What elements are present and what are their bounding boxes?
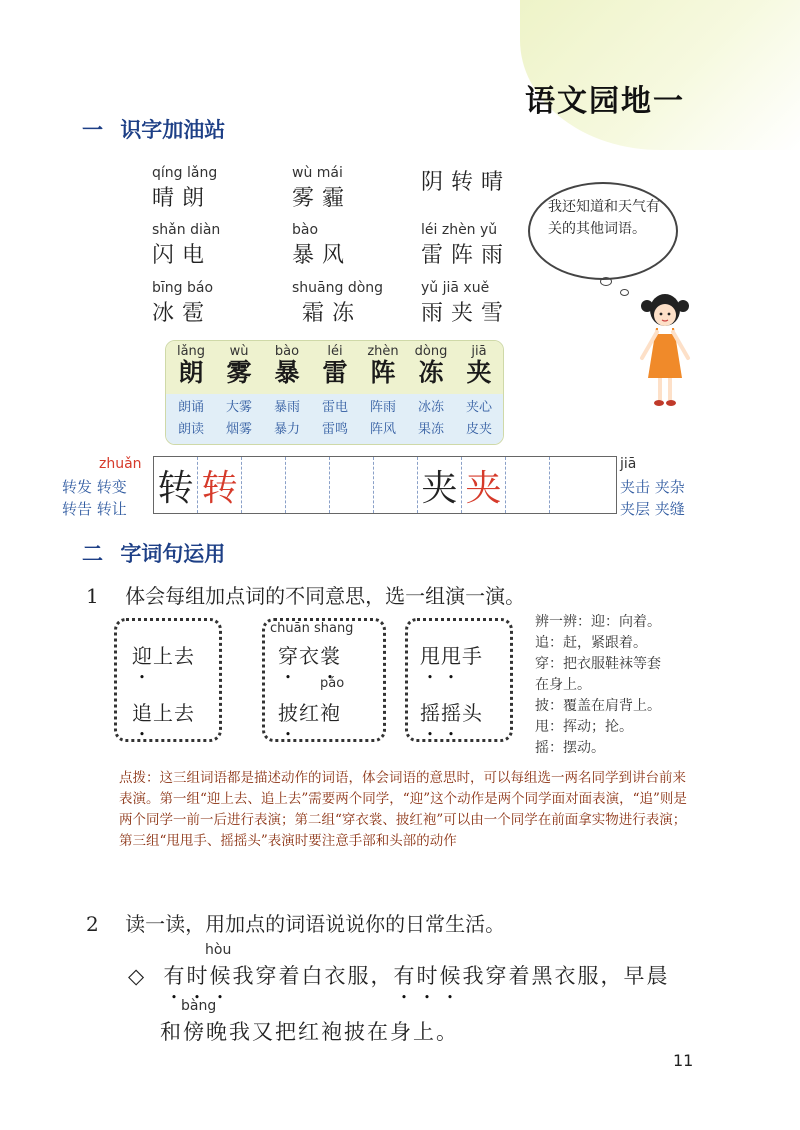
grid-cell: 转	[198, 457, 242, 513]
hint-list: 辨一辨：迎：向着。 追：赶，紧跟着。 穿：把衣服鞋袜等套 在身上。 披：覆盖在肩背上。 甩：挥动；抡。 摇：摆动。	[535, 614, 661, 756]
page-title: 语文园地一	[525, 84, 685, 119]
grid-cell	[242, 457, 286, 513]
box-examples: 雷电 雷鸣	[321, 400, 348, 437]
box-char: lǎng 朗	[176, 344, 206, 387]
writing-left-pinyin: zhuǎn	[99, 456, 142, 472]
teacher-note: 点拨：这三组词语都是描述动作的词语，体会词语的意思时，可以每组选一两名同学到讲台前来表演。第一组“迎上去、追上去”需要两个同学，“迎”这个动作是两个同学面对面表演，“追”则是两个同学一前一后进行表演；第二组“穿衣裳、披红袍”可以由一个同学在前面拿实物进行表演；第三组“甩甩手、摇摇头”表演时要注意手部和头部的动作	[119, 770, 687, 849]
group2-word1: 穿衣裳	[278, 644, 341, 668]
thought-text: 我还知道和天气有关的其他词语。	[548, 199, 660, 237]
box-char: dòng 冻	[414, 344, 448, 387]
section1-title: 识字加油站	[120, 118, 226, 142]
thought-bubble-dot	[600, 277, 612, 286]
box-examples: 大雾 烟雾	[225, 400, 252, 437]
grid-cell: 夹	[418, 457, 462, 513]
section2-number: 二	[82, 542, 103, 566]
group1-word1: 迎上去	[132, 644, 195, 668]
character-box	[165, 340, 504, 445]
writing-left-words: 转发 转变 转告 转让	[62, 478, 127, 518]
section1-heading	[82, 114, 225, 144]
sentence-pinyin-2: bàng	[181, 998, 217, 1014]
section2-title: 字词句运用	[120, 542, 226, 566]
sentence-line-2: 和傍晚我又把红袍披在身上。	[160, 1020, 459, 1044]
group1-word2: 追上去	[132, 701, 195, 725]
writing-right-words: 夹击 夹杂 夹层 夹缝	[620, 478, 685, 518]
writing-right-pinyin: jiā	[620, 456, 637, 472]
grid-cell	[506, 457, 550, 513]
box-char: bào 暴	[274, 344, 300, 387]
grid-cell	[330, 457, 374, 513]
box-examples: 阵雨 阵风	[369, 400, 396, 437]
question-2-text: 读一读，用加点的词语说说你的日常生活。	[125, 912, 506, 936]
group3-word1: 甩甩手	[420, 644, 483, 668]
word-item: bīng báo 冰雹	[152, 280, 214, 326]
sentence-line-1: ◇ 有时候我穿着白衣服，有时候我穿着黑衣服，早晨	[128, 964, 670, 988]
question-2	[86, 908, 505, 937]
question-1-text: 体会每组加点词的不同意思，选一组演一演。	[125, 584, 526, 608]
question-1-number: 1	[86, 584, 99, 608]
question-2-number: 2	[86, 912, 99, 936]
group2-pinyin2: páo	[320, 676, 345, 691]
girl-illustration	[630, 288, 700, 412]
box-char: wù 雾	[226, 344, 252, 387]
box-char: léi 雷	[322, 344, 348, 387]
box-char: zhèn 阵	[367, 344, 399, 387]
corner-decoration	[520, 0, 800, 150]
box-examples: 冰冻 果冻	[417, 400, 444, 437]
grid-cell: 夹	[462, 457, 506, 513]
word-item: yǔ jiā xuě 雨夹雪	[421, 280, 512, 326]
character-box-examples	[166, 394, 503, 444]
group2-word2: 披红袍	[278, 701, 341, 725]
box-examples: 朗诵 朗读	[177, 400, 204, 437]
grid-cell	[374, 457, 418, 513]
word-item: qíng lǎng 晴朗	[152, 165, 218, 211]
section2-heading	[82, 538, 225, 568]
box-char: jiā 夹	[466, 344, 492, 387]
grid-cell	[286, 457, 330, 513]
word-item: wù mái 雾霾	[292, 165, 353, 211]
question-1	[86, 580, 525, 609]
box-examples: 夹心 皮夹	[465, 400, 492, 437]
grid-cell: 转	[154, 457, 198, 513]
page-number: 11	[673, 1051, 694, 1070]
word-item: léi zhèn yǔ 雷阵雨	[421, 222, 512, 268]
word-item: bào 暴风	[292, 222, 353, 268]
word-item: 阴转晴	[421, 170, 512, 195]
character-box-top	[166, 341, 503, 394]
group3-word2: 摇摇头	[420, 701, 483, 725]
word-item: shǎn diàn 闪电	[152, 222, 221, 268]
word-item: shuāng dòng 霜冻	[292, 280, 384, 326]
sentence-pinyin-1: hòu	[205, 942, 232, 958]
box-examples: 暴雨 暴力	[273, 400, 300, 437]
section1-number: 一	[82, 118, 103, 142]
grid-cell	[550, 457, 614, 513]
group2-pinyin1: chuān shang	[270, 621, 354, 636]
thought-bubble-dot	[620, 289, 629, 296]
writing-grid	[153, 456, 617, 514]
